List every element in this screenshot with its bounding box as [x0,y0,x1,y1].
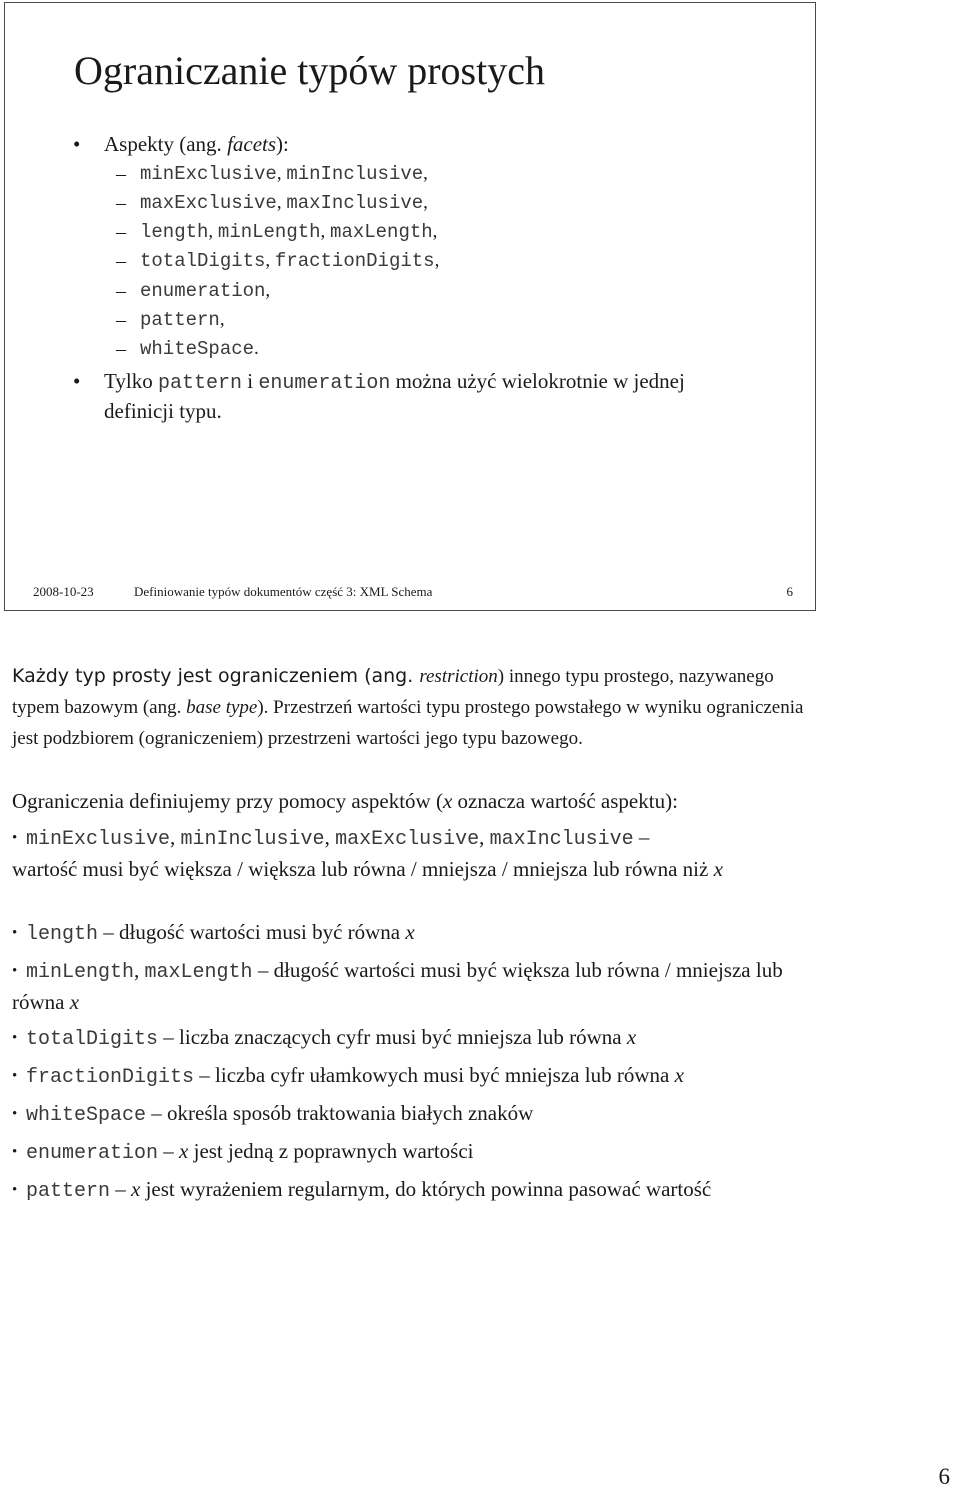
facet-code: maxLength [330,221,433,243]
text: można użyć wielokrotnie w jednej [390,369,685,393]
separator: , [265,250,271,271]
bullet-glyph: • [12,830,18,846]
separator: , [320,221,326,242]
code: minInclusive [180,828,325,851]
footer-title: Definiowanie typów dokumentów część 3: XML Schema [134,584,433,599]
notes-paragraph-facets [12,787,812,817]
separator: , [434,250,440,271]
separator: , [479,825,490,849]
term-restriction: restriction [419,666,498,687]
facet-code: totalDigits [140,250,266,272]
variable-x: x [131,1177,141,1201]
text: jest jedną z poprawnych wartości [188,1139,474,1163]
dash: – [116,309,126,331]
code-enumeration: enumeration [258,372,391,395]
code: maxExclusive [335,828,480,851]
bullet-glyph: • [12,963,18,979]
facets-prefix: Aspekty (ang. [104,132,228,156]
facet-code: whiteSpace [140,338,255,360]
separator: , [324,825,336,849]
variable-x: x [405,920,415,944]
facets-suffix: ): [276,132,289,156]
facet-code: pattern [140,309,220,331]
dash: – [116,250,126,272]
separator: , [423,163,428,184]
text: wartość musi być większa / większa lub równa / mniejsza / mniejsza lub równa niż [12,856,714,881]
footer-slide-number: 6 [786,584,793,599]
dash: – [116,163,126,185]
facet-item-total-digits [12,1023,812,1055]
text: – liczba znaczących cyfr musi być mniejsza lub równa [158,1025,627,1049]
facet-code: fractionDigits [274,250,435,272]
notes-paragraph-intro [12,661,812,754]
term-base-type: base type [186,697,258,718]
text: – długość wartości musi być równa [98,920,406,944]
dash: – [633,825,650,849]
dash: – [116,280,126,302]
text: i [241,369,259,393]
slide-title: Ograniczanie typów prostych [74,48,545,93]
repeatable-facets-bullet [104,367,685,398]
separator: , [265,280,271,301]
text: ). Przestrzeń wartości typu prostego powstałego w wyniku ograniczenia jest podzbiorem (ograniczeniem) przestrzeni wartości jego typu bazowego. [12,697,804,749]
bullet-glyph: • [12,1182,18,1198]
text: jest wyrażeniem regularnym, do których powinna pasować wartość [140,1177,712,1201]
text: – liczba cyfr ułamkowych musi być mniejsza lub równa [194,1063,675,1087]
facet-item-min-max-length [12,956,812,1017]
bullet-glyph: • [12,925,18,941]
code: minLength [26,961,135,984]
facet-code: maxInclusive [286,192,424,214]
facet-item-fraction-digits [12,1061,812,1093]
variable-x: x [442,789,453,813]
code: enumeration [26,1142,159,1165]
facet-item-whitespace [12,1099,812,1131]
bullet-glyph: • [12,1106,18,1122]
variable-x: x [626,1025,637,1049]
facet-code: minExclusive [140,163,277,185]
facet-subitem [140,335,259,363]
dash: – [116,338,126,360]
code: maxInclusive [489,828,634,851]
separator: , [276,192,282,213]
variable-x: x [674,1063,684,1087]
code: totalDigits [26,1028,159,1051]
variable-x: x [713,856,723,881]
facet-code: enumeration [140,280,266,302]
facet-item-bounds [12,823,812,884]
code: minExclusive [26,828,171,851]
facet-code: minInclusive [286,163,424,185]
bullet-glyph: • [73,132,81,156]
text: – [158,1139,180,1163]
text: Ograniczenia definiujemy przy pomocy aspektów ( [12,789,443,813]
code: length [26,923,99,946]
code-pattern: pattern [157,372,242,395]
separator: , [208,221,214,242]
facet-item-length [12,918,812,950]
separator: , [432,221,438,242]
separator: , [134,958,145,982]
facet-subitem [140,306,225,334]
code: pattern [26,1180,111,1203]
text: oznacza wartość aspektu): [452,789,678,813]
repeatable-facets-bullet-line2: definicji typu. [104,399,222,423]
facet-item-pattern [12,1175,792,1207]
bullet-glyph: • [12,1068,18,1084]
separator: , [219,309,225,330]
facet-code: length [140,221,209,243]
bullet-glyph: • [73,369,81,393]
dash: – [116,221,126,243]
code: whiteSpace [26,1104,147,1127]
text: Każdy typ prosty jest ograniczeniem (ang. [12,665,420,687]
text: – określa sposób traktowania białych znaków [146,1101,534,1125]
bullet-glyph: • [12,1030,18,1046]
separator: , [423,192,428,213]
variable-x: x [69,989,80,1014]
page-number: 6 [938,1464,950,1489]
facet-subitem [140,247,439,275]
footer-date: 2008-10-23 [33,584,94,599]
bullet-glyph: • [12,1144,18,1160]
facet-item-enumeration [12,1137,812,1169]
facet-code: maxExclusive [140,192,277,214]
facet-subitem [140,277,270,305]
variable-x: x [179,1139,189,1163]
separator: . [254,338,259,359]
facet-subitem [140,189,428,217]
facet-subitem [140,218,437,246]
text: – długość wartości musi być większa lub równa / mniejsza lub równa [12,958,783,1014]
text: Tylko [104,369,158,393]
text: ) innego typu prostego, nazywanego typem bazowym (ang. [12,666,774,718]
facets-term: facets [227,132,277,156]
facet-subitem [140,160,428,188]
separator: , [170,825,181,849]
code: fractionDigits [26,1066,195,1089]
facet-code: minLength [217,221,321,243]
dash: – [116,192,126,214]
separator: , [276,163,282,184]
text: – [110,1177,132,1201]
code: maxLength [144,961,253,984]
slide-frame [4,2,816,611]
facets-bullet [104,130,289,158]
